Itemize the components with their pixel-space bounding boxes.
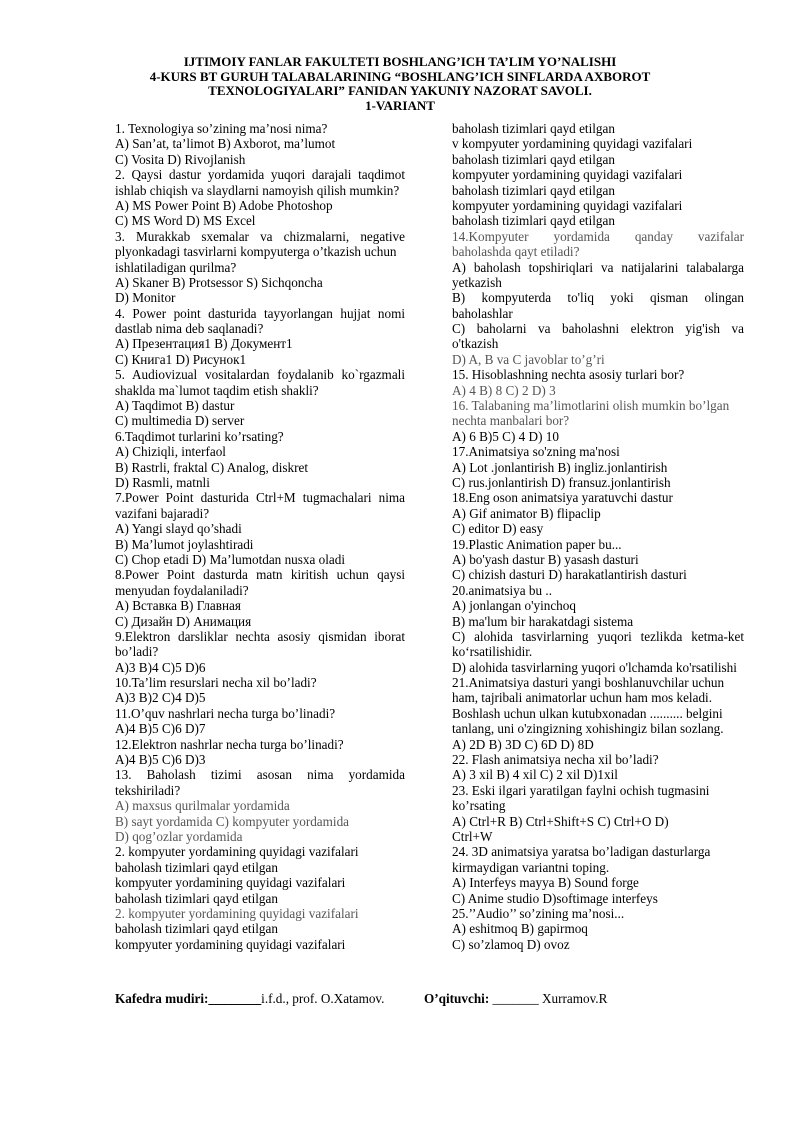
question-line: B) Rastrli, fraktal C) Analog, diskret bbox=[115, 459, 309, 475]
question-line: C) Дизайн D) Анимация bbox=[115, 613, 252, 629]
question-line: tanlang, uni o'zingizning xohishingiz bilan sozlang. bbox=[452, 721, 724, 737]
question-line: A) Вставка B) Главная bbox=[115, 598, 241, 614]
header-line-2: 4-KURS BT GURUH TALABALARINING “BOSHLANG’ICH SINFLARDA AXBOROT bbox=[149, 68, 651, 84]
question-line: B) kompyuterda to'liq yoki qisman olingan bbox=[452, 290, 744, 306]
question-line: A)3 B)4 C)5 D)6 bbox=[115, 659, 206, 675]
question-line: C) alohida tasvirlarning yuqori tezlikda ketma-ket bbox=[452, 628, 744, 644]
question-line: C) editor D) easy bbox=[452, 521, 544, 537]
question-line: tekshiriladi? bbox=[115, 782, 181, 798]
question-line: 2. kompyuter yordamining quyidagi vazifalari bbox=[115, 905, 359, 921]
department-head-blank: ________ bbox=[208, 991, 262, 1006]
question-line: 12.Elektron nashrlar necha turga bo’linadi? bbox=[115, 736, 344, 752]
question-line: A) MS Power Point B) Adobe Photoshop bbox=[115, 197, 333, 213]
question-line: 1. Texnologiya so’zining ma’nosi nima? bbox=[115, 121, 328, 136]
question-line: B) Ma’lumot joylashtiradi bbox=[115, 536, 254, 552]
question-line: 19.Plastic Animation paper bu... bbox=[452, 536, 622, 552]
question-line: A) eshitmoq B) gapirmoq bbox=[452, 921, 588, 937]
question-line: shaklda ma`lumot taqdim etish shakli? bbox=[115, 382, 319, 398]
question-line: A)3 B)2 C)4 D)5 bbox=[115, 690, 206, 706]
question-line: C) rus.jonlantirish D) fransuz.jonlantirish bbox=[452, 474, 671, 490]
question-line: A) 2D B) 3D C) 6D D) 8D bbox=[452, 736, 594, 752]
question-line: 18.Eng oson animatsiya yaratuvchi dastur bbox=[452, 490, 673, 506]
question-line: ishlatiladigan qurilma? bbox=[115, 259, 237, 275]
question-line: 10.Ta’lim resurslari necha xil bo’ladi? bbox=[115, 675, 317, 691]
question-line: A) 3 xil B) 4 xil C) 2 xil D)1xil bbox=[452, 767, 618, 783]
question-line: C) Anime studio D)softimage interfeys bbox=[452, 890, 658, 906]
question-line: A) Презентация1 B) Документ1 bbox=[115, 336, 293, 352]
question-line: vazifani bajaradi? bbox=[115, 505, 210, 521]
teacher-name: Xurramov.R bbox=[538, 991, 608, 1006]
question-line: nechta manbalari bor? bbox=[452, 413, 570, 429]
exam-header bbox=[100, 55, 700, 113]
question-line: D) Monitor bbox=[115, 290, 176, 306]
question-line: kompyuter yordamining quyidagi vazifalari bbox=[452, 167, 683, 183]
question-line: B) sayt yordamida C) kompyuter yordamida bbox=[115, 813, 350, 829]
question-line: baholashda qayt etiladi? bbox=[452, 244, 580, 260]
question-line: A) 6 B)5 C) 4 D) 10 bbox=[452, 428, 559, 444]
question-line: baholash tizimlari qayd etilgan bbox=[452, 151, 615, 167]
teacher-blank: _______ bbox=[489, 991, 539, 1006]
question-line: baholash tizimlari qayd etilgan bbox=[115, 859, 278, 875]
question-line: C) Chop etadi D) Ma’lumotdan nusxa oladi bbox=[115, 551, 346, 567]
question-line: kompyuter yordamining quyidagi vazifalari bbox=[115, 875, 346, 891]
question-line: A) Ctrl+R B) Ctrl+Shift+S C) Ctrl+O D) bbox=[452, 813, 669, 829]
question-line: 15. Hisoblashning nechta asosiy turlari bor? bbox=[452, 367, 685, 383]
question-line: kompyuter yordamining quyidagi vazifalari bbox=[115, 936, 346, 952]
question-line: 21.Animatsiya dasturi yangi boshlanuvchilar uchun bbox=[452, 675, 725, 691]
variant-title: 1-VARIANT bbox=[365, 97, 435, 113]
question-line: C) chizish dasturi D) harakatlantirish dasturi bbox=[452, 567, 687, 583]
question-line: baholash tizimlari qayd etilgan bbox=[115, 921, 278, 937]
question-line: A) Chiziqli, interfaol bbox=[115, 444, 226, 460]
header-line-3: TEXNOLOGIYALARI” FANIDAN YAKUNIY NAZORAT SAVOLI. bbox=[208, 83, 592, 98]
department-head-signature bbox=[115, 991, 384, 1007]
department-head-label: Kafedra mudiri: bbox=[115, 991, 209, 1006]
question-line: D) qog’ozlar yordamida bbox=[115, 828, 243, 844]
question-line: baholash tizimlari qayd etilgan bbox=[452, 121, 615, 136]
question-line: 25.’’Audio’’ so’zining ma’nosi... bbox=[452, 905, 625, 921]
question-line: plyonkadagi tasvirlarni kompyuterga o’tkazish uchun bbox=[115, 244, 397, 260]
question-line: Ctrl+W bbox=[452, 828, 493, 844]
question-line: 2. Qaysi dastur yordamida yuqori darajali taqdimot bbox=[115, 167, 405, 183]
question-line: A) Skaner B) Protsessor S) Sichqoncha bbox=[115, 274, 323, 290]
question-line: A) jonlangan o'yinchoq bbox=[452, 598, 576, 614]
question-line: 16. Talabaning ma’limotlarini olish mumkin bo’lgan bbox=[452, 398, 730, 414]
left-question-column bbox=[115, 121, 405, 952]
question-line: baholash tizimlari qayd etilgan bbox=[452, 213, 615, 229]
question-line: 3. Murakkab sxemalar va chizmalarni, negative bbox=[115, 228, 405, 244]
question-line: 2. kompyuter yordamining quyidagi vazifalari bbox=[115, 844, 359, 860]
question-line: A) bo'yash dastur B) yasash dasturi bbox=[452, 551, 639, 567]
question-line: 4. Power point dasturida tayyorlangan hujjat nomi bbox=[115, 305, 405, 321]
question-line: A) Yangi slayd qo’shadi bbox=[115, 521, 242, 537]
department-head-name: i.f.d., prof. O.Xatamov. bbox=[261, 991, 385, 1006]
question-line: o'tkazish bbox=[452, 336, 499, 352]
question-line: C) so’zlamoq D) ovoz bbox=[452, 936, 570, 952]
question-line: A) maxsus qurilmalar yordamida bbox=[115, 798, 290, 814]
question-line: B) ma'lum bir harakatdagi sistema bbox=[452, 613, 634, 629]
question-line: baholash tizimlari qayd etilgan bbox=[115, 890, 278, 906]
question-line: menyudan foydalaniladi? bbox=[115, 582, 249, 598]
question-line: 13. Baholash tizimi asosan nima yordamida bbox=[115, 767, 405, 783]
question-line: A)4 B)5 C)6 D)3 bbox=[115, 752, 206, 768]
question-line: yetkazish bbox=[452, 274, 502, 290]
header-line-1: IJTIMOIY FANLAR FAKULTETI BOSHLANG’ICH TA’LIM YO’NALISHI bbox=[183, 54, 617, 69]
teacher-signature bbox=[424, 991, 607, 1007]
question-line: A)4 B)5 C)6 D)7 bbox=[115, 721, 206, 737]
question-line: 6.Taqdimot turlarini ko’rsating? bbox=[115, 428, 284, 444]
question-line: A) 4 B) 8 C) 2 D) 3 bbox=[452, 382, 556, 398]
question-line: bo’ladi? bbox=[115, 644, 159, 660]
question-line: 23. Eski ilgari yaratilgan faylni ochish tugmasini bbox=[452, 782, 710, 798]
question-line: baholashlar bbox=[452, 305, 513, 321]
question-line: C) baholarni va baholashni elektron yig'ish va bbox=[452, 321, 744, 337]
question-line: D) A, B va C javoblar to’g’ri bbox=[452, 351, 605, 367]
question-line: 8.Power Point dasturda matn kiritish uchun qaysi bbox=[115, 567, 405, 583]
question-line: A) Taqdimot B) dastur bbox=[115, 398, 235, 414]
question-line: D) Rasmli, matnli bbox=[115, 474, 210, 490]
question-line: ko’rsating bbox=[452, 798, 506, 814]
question-line: A) baholash topshiriqlari va natijalarini talabalarga bbox=[452, 259, 744, 275]
question-line: kirmaydigan variantni toping. bbox=[452, 859, 610, 875]
right-question-column bbox=[452, 121, 744, 952]
teacher-label: O’qituvchi: bbox=[424, 991, 490, 1006]
question-line: 7.Power Point dasturida Ctrl+M tugmachalari nima bbox=[115, 490, 405, 506]
question-line: A) Gif animator B) flipaclip bbox=[452, 505, 601, 521]
question-line: v kompyuter yordamining quyidagi vazifalari bbox=[452, 136, 693, 152]
question-line: A) Lot .jonlantirish B) ingliz.jonlantirish bbox=[452, 459, 668, 475]
question-line: 17.Animatsiya so'zning ma'nosi bbox=[452, 444, 620, 460]
question-line: 20.animatsiya bu .. bbox=[452, 582, 552, 598]
question-line: 9.Elektron darsliklar nechta asosiy qismidan iborat bbox=[115, 628, 405, 644]
question-line: 24. 3D animatsiya yaratsa bo’ladigan dasturlarga bbox=[452, 844, 711, 860]
question-line: A) San’at, ta’limot B) Axborot, ma’lumot bbox=[115, 136, 336, 152]
question-line: ishlab chiqish va slaydlarni namoyish qilish mumkin? bbox=[115, 182, 400, 198]
question-line: 5. Audiovizual vositalardan foydalanib ko`rgazmali bbox=[115, 367, 405, 383]
question-line: dastlab nima deb saqlanadi? bbox=[115, 321, 264, 337]
question-line: C) multimedia D) server bbox=[115, 413, 245, 429]
question-line: D) alohida tasvirlarning yuqori o'lchamda ko'rsatilishi bbox=[452, 659, 737, 675]
question-line: kompyuter yordamining quyidagi vazifalari bbox=[452, 197, 683, 213]
question-line: 22. Flash animatsiya necha xil bo’ladi? bbox=[452, 752, 659, 768]
question-line: 11.O’quv nashrlari necha turga bo’linadi? bbox=[115, 705, 336, 721]
question-line: C) Книга1 D) Рисунок1 bbox=[115, 351, 247, 367]
question-line: A) Interfeys mayya B) Sound forge bbox=[452, 875, 639, 891]
question-line: C) Vosita D) Rivojlanish bbox=[115, 151, 246, 167]
question-line: 14.Kompyuter yordamida qanday vazifalar bbox=[452, 228, 744, 244]
question-line: ham, tajribali animatorlar uchun ham mos keladi. bbox=[452, 690, 713, 706]
question-line: baholash tizimlari qayd etilgan bbox=[452, 182, 615, 198]
question-line: ko‘rsatilishidir. bbox=[452, 644, 533, 660]
question-line: Boshlash uchun ulkan kutubxonadan .......... belgini bbox=[452, 705, 723, 721]
question-line: C) MS Word D) MS Excel bbox=[115, 213, 256, 229]
